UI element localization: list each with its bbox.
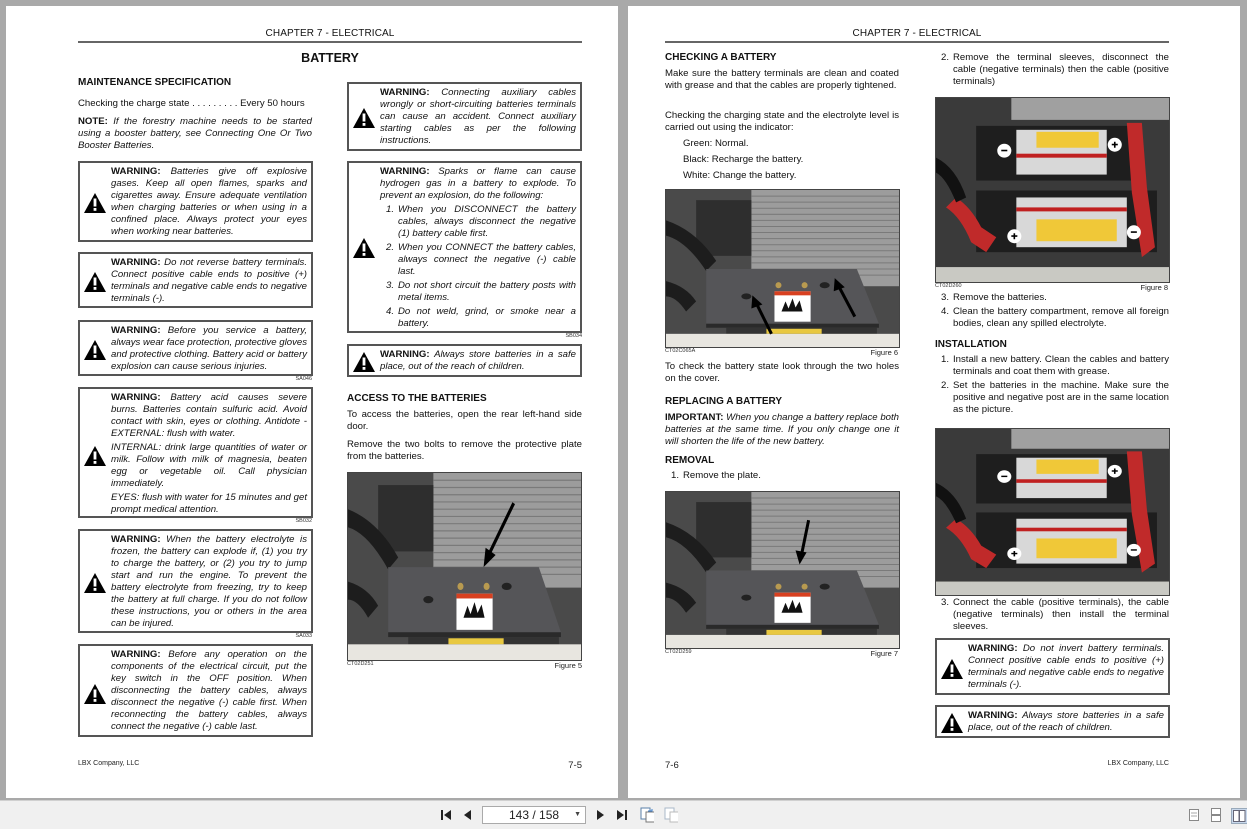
removal-step (941, 292, 1169, 304)
note (78, 116, 312, 152)
warning-code: SA033 (295, 633, 312, 639)
figure-code: CT02C065A (665, 348, 696, 354)
warning-text: Before you service a battery, always wear face protection, protective gloves and protective clothing. Battery acid or battery explosion can cause serious injuries. (111, 325, 307, 372)
facing-pages-view-button[interactable] (1231, 808, 1247, 824)
list-number: 3. (386, 280, 395, 291)
list-text: Do not weld, grind, or smoke near a battery. (398, 306, 576, 329)
first-page-icon (439, 808, 453, 822)
important-note (665, 412, 899, 448)
figure-caption: Figure 5 (554, 661, 582, 670)
page-number: 7-6 (665, 760, 679, 771)
warning-text: Do not invert battery terminals. Connect positive cable ends to positive (+) terminals and negative cable ends to negative terminals (-). (968, 643, 1164, 690)
warning-box (78, 161, 313, 242)
warning-box (78, 252, 313, 308)
continuous-view-button[interactable] (1209, 808, 1223, 822)
warning-text-internal: INTERNAL: drink large quantities of water or milk. Follow with milk of magnesia, beaten egg or vegetable oil. Call physician immediately. (111, 442, 307, 489)
step-text: Clean the battery compartment, remove all foreign bodies, clean any spilled electrolyte. (953, 306, 1169, 329)
facing-pages-view-icon (1233, 809, 1246, 823)
warning-text: Batteries give off explosive gases. Keep all open flames, sparks and cigarettes away. Ensure adequate ventilation when charging batteries or when using in a confined place. Always protect your eyes when working near batteries. (111, 166, 307, 237)
step-text: Connect the cable (positive terminals), the cable (negative terminals) then install the terminal sleeves. (953, 597, 1169, 632)
warning-triangle-icon (84, 446, 106, 466)
warning-triangle-icon (84, 340, 106, 360)
removal-step (941, 306, 1169, 330)
last-page-button[interactable] (615, 808, 629, 822)
maintenance-line: Checking the charge state . . . . . . . . . Every 50 hours (78, 98, 305, 109)
note-text: If the forestry machine needs to be started using a booster battery, see Connecting One Or Two Booster Batteries. (78, 116, 312, 151)
replacing-heading: REPLACING A BATTERY (665, 396, 783, 407)
first-page-button[interactable] (439, 808, 453, 822)
warning-code: SB034 (565, 333, 582, 339)
step-number: 2. (941, 380, 950, 391)
step-text: Install a new battery. Clean the cables and battery terminals and coat them with grease. (953, 354, 1169, 377)
figure-7-photo (665, 491, 900, 649)
warning-text: Sparks or flame can cause hydrogen gas in a battery to explode. To prevent an explosion, do the following: (380, 166, 576, 201)
warning-label: WARNING: (380, 166, 430, 177)
removal-heading: REMOVAL (665, 455, 715, 466)
warning-triangle-icon (353, 238, 375, 258)
warning-list-item (386, 242, 576, 278)
warning-triangle-icon (353, 108, 375, 128)
warning-triangle-icon (941, 659, 963, 679)
access-heading: ACCESS TO THE BATTERIES (347, 393, 487, 404)
warning-box (78, 644, 313, 737)
chapter-header: CHAPTER 7 - ELECTRICAL (265, 28, 395, 39)
figure-code: CT02D259 (665, 649, 692, 655)
step-number: 2. (941, 52, 950, 63)
warning-code: SB032 (295, 518, 312, 524)
next-page-icon (593, 808, 607, 822)
list-number: 4. (386, 306, 395, 317)
warning-triangle-icon (353, 352, 375, 372)
warning-label: WARNING: (111, 257, 161, 268)
installation-step (941, 380, 1169, 416)
figure-code: CT02D260 (935, 283, 962, 289)
access-paragraph: To access the batteries, open the rear left-hand side door. (347, 409, 582, 432)
figure-6-photo (665, 189, 900, 348)
previous-page-button[interactable] (461, 808, 475, 822)
warning-list-item (386, 204, 576, 240)
figure-caption: Figure 8 (1140, 283, 1168, 292)
warning-triangle-icon (84, 684, 106, 704)
warning-text: When the battery electrolyte is frozen, the battery can explode if, (1) you try to charge the battery, or (2) you try to jump start and run the engine. To prevent the battery electrolyte from freezing, try to keep the battery at full charge. If you do not follow these instructions, you or others in the area can be injured. (111, 534, 307, 629)
next-page-button[interactable] (593, 808, 607, 822)
warning-text: Always store batteries in a safe place, out of the reach of children. (968, 710, 1164, 733)
step-text: Remove the plate. (683, 470, 761, 481)
checking-paragraph: Checking the charging state and the electrolyte level is carried out using the indicator: (665, 110, 899, 133)
warning-text: Connecting auxiliary cables wrongly or short-circuiting batteries terminals can cause an accident. Connect auxiliary starting cables as per the following instructions. (380, 87, 576, 146)
header-rule (665, 41, 1169, 43)
list-number: 2. (386, 242, 395, 253)
warning-triangle-icon (84, 573, 106, 593)
warning-triangle-icon (84, 193, 106, 213)
removal-step (941, 52, 1169, 88)
warning-label: WARNING: (111, 534, 161, 545)
page-number-input[interactable] (482, 806, 586, 824)
indicator-green: Green: Normal. (683, 138, 749, 149)
warning-list-item (386, 306, 576, 330)
figure-caption: Figure 7 (870, 649, 898, 658)
warning-label: WARNING: (111, 392, 161, 403)
indicator-white: White: Change the battery. (683, 170, 797, 181)
step-number: 3. (941, 292, 950, 303)
access-paragraph: Remove the two bolts to remove the protective plate from the batteries. (347, 439, 582, 462)
warning-triangle-icon (84, 272, 106, 292)
step-text: Remove the batteries. (953, 292, 1047, 303)
installation-photo (935, 428, 1170, 596)
list-text: When you DISCONNECT the battery cables, always disconnect the negative (1) battery cable first. (398, 204, 576, 239)
warning-box (935, 705, 1170, 738)
warning-box (347, 161, 582, 333)
page-number: 7-5 (568, 760, 582, 771)
step-text: Set the batteries in the machine. Make sure the positive and negative post are in the same location as the picture. (953, 380, 1169, 415)
warning-label: WARNING: (111, 325, 161, 336)
previous-page-icon (461, 808, 475, 822)
figure-caption: Figure 6 (870, 348, 898, 357)
warning-box (78, 529, 313, 633)
important-text: When you change a battery replace both batteries at the same time. If you only change one it will shorten the life of the new battery. (665, 412, 899, 447)
single-page-view-button[interactable] (1187, 808, 1201, 822)
warning-box (78, 320, 313, 376)
warning-list-item (386, 280, 576, 304)
indicator-black: Black: Recharge the battery. (683, 154, 804, 165)
footer-company: LBX Company, LLC (1107, 760, 1169, 767)
step-number: 4. (941, 306, 950, 317)
installation-heading: INSTALLATION (935, 339, 1007, 350)
checking-paragraph: Make sure the battery terminals are clean and coated with grease and that the cables are properly tightened. (665, 68, 899, 91)
maintenance-heading: MAINTENANCE SPECIFICATION (78, 77, 232, 88)
list-text: When you CONNECT the battery cables, always connect the negative (-) cable last. (398, 242, 576, 277)
warning-box (347, 344, 582, 377)
step-text: Remove the terminal sleeves, disconnect the cable (negative terminals) then the cable (positive terminals) (953, 52, 1169, 87)
warning-label: WARNING: (968, 643, 1018, 654)
last-page-icon (615, 808, 629, 822)
footer-company: LBX Company, LLC (78, 760, 140, 767)
warning-box (347, 82, 582, 151)
step-number: 3. (941, 597, 950, 608)
viewer-toolbar (0, 800, 1247, 829)
checking-heading: CHECKING A BATTERY (665, 52, 777, 63)
note-label: NOTE: (78, 116, 108, 127)
check-state-text: To check the battery state look through the two holes on the cover. (665, 361, 899, 384)
document-page-right (628, 6, 1240, 798)
figure-8-photo (935, 97, 1170, 283)
installation-step (941, 597, 1169, 633)
chapter-header: CHAPTER 7 - ELECTRICAL (852, 28, 982, 39)
figure-5-photo (347, 472, 582, 661)
warning-text-eyes: EYES: flush with water for 15 minutes and get prompt medical attention. (111, 492, 307, 515)
list-text: Do not short circuit the battery posts with metal items. (398, 280, 576, 303)
warning-box (935, 638, 1170, 695)
warning-label: WARNING: (380, 349, 430, 360)
warning-text: Do not reverse battery terminals. Connect positive cable ends to positive (+) terminals and negative cable ends to negative terminals (-). (111, 257, 307, 304)
warning-triangle-icon (941, 713, 963, 733)
figure-code: CT02D251 (347, 661, 374, 667)
list-number: 1. (386, 204, 395, 215)
page-title: BATTERY (301, 51, 359, 65)
warning-label: WARNING: (968, 710, 1018, 721)
continuous-view-icon (1210, 808, 1222, 822)
step-number: 1. (671, 470, 680, 481)
warning-label: WARNING: (111, 166, 161, 177)
step-number: 1. (941, 354, 950, 365)
single-page-view-icon (1188, 808, 1200, 822)
fit-page-button[interactable] (640, 808, 654, 822)
fit-page-icon (640, 807, 654, 823)
page-indicator: 143 / 158 (509, 808, 560, 822)
document-page-left (6, 6, 618, 798)
warning-label: WARNING: (380, 87, 430, 98)
fit-width-button[interactable] (664, 808, 678, 822)
warning-box (78, 387, 313, 518)
important-label: IMPORTANT: (665, 412, 724, 423)
page-dropdown-icon[interactable]: ▼ (574, 811, 581, 818)
warning-text: Always store batteries in a safe place, out of the reach of children. (380, 349, 576, 372)
warning-text: Before any operation on the components of the electrical circuit, put the key switch in the OFF position. When disconnecting the battery cables, always disconnect the negative (-) cable first. When reconnecting the battery cables, always connect the negative (-) cable last. (111, 649, 307, 732)
fit-width-icon (664, 807, 678, 823)
warning-label: WARNING: (111, 649, 161, 660)
installation-step (941, 354, 1169, 378)
header-rule (78, 41, 582, 43)
removal-step (671, 470, 899, 482)
warning-text: Battery acid causes severe burns. Batteries contain sulfuric acid. Avoid contact with skin, eyes or clothing. Antidote - EXTERNAL: flush with water. (111, 392, 307, 439)
warning-code: SA046 (295, 376, 312, 382)
